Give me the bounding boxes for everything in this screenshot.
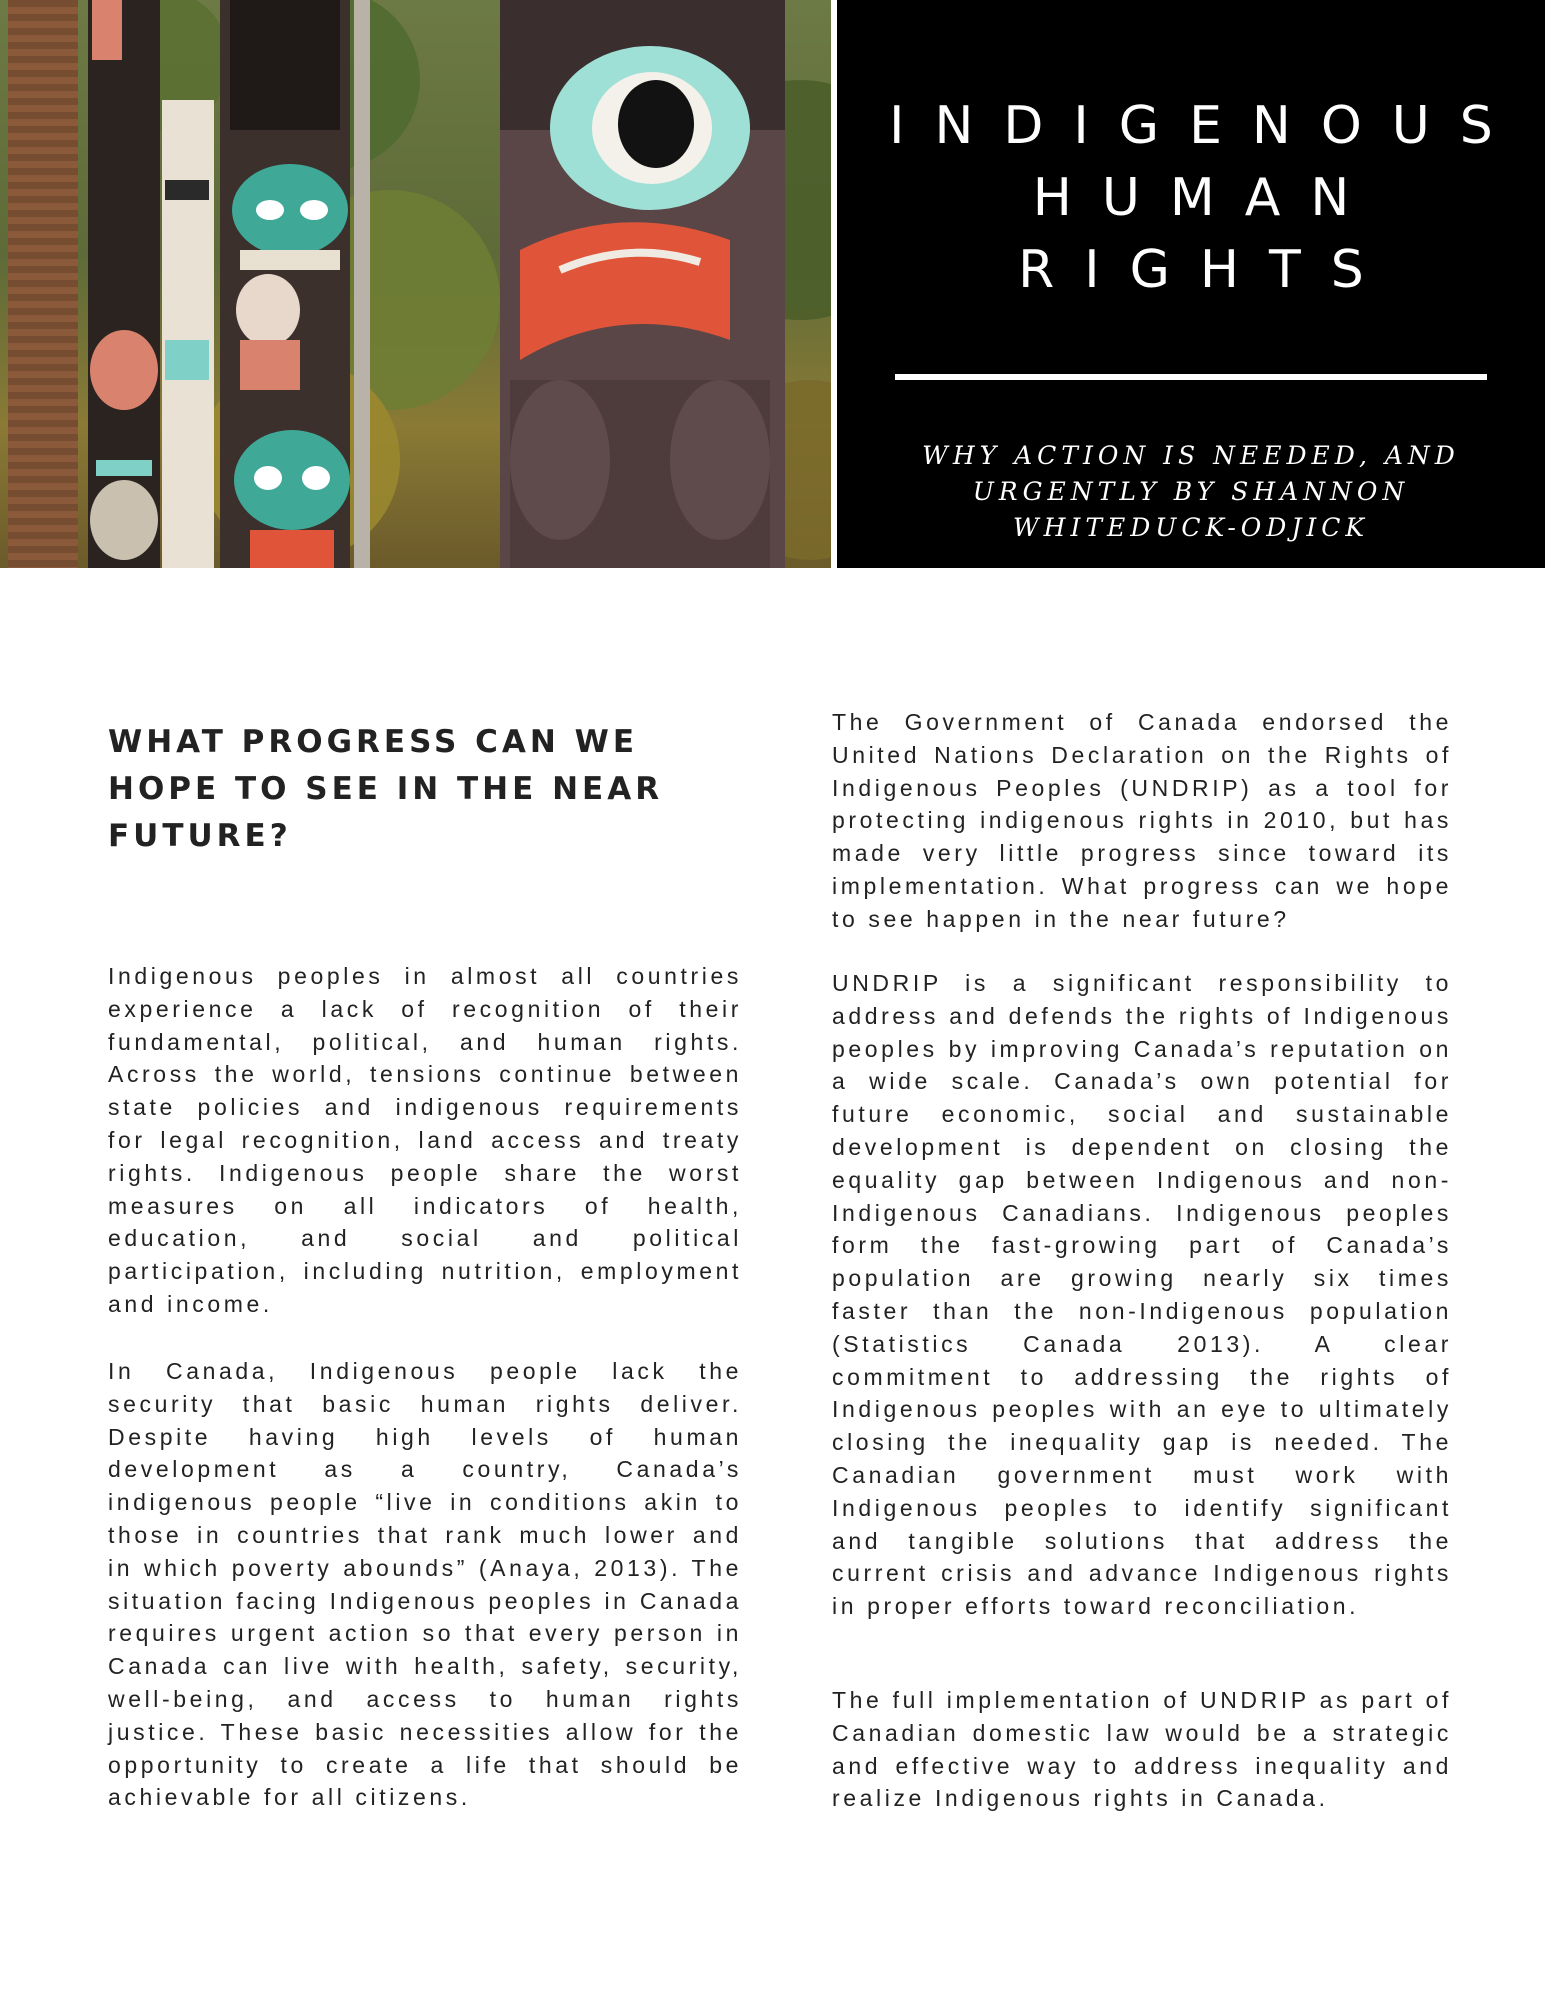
subtitle-byline: WHY ACTION IS NEEDED, AND URGENTLY BY SHANNON WHITEDUCK-ODJICK xyxy=(922,441,1460,542)
title-line-1: INDIGENOUS xyxy=(889,96,1523,156)
title-line-2: HUMAN xyxy=(1032,168,1380,228)
title-line-3: RIGHTS xyxy=(1018,240,1394,300)
totem-poles-illustration xyxy=(0,0,831,568)
left-paragraph-1: Indigenous peoples in almost all countries experience a lack of recognition of their fundamental, political, and human rights. Across the world, tensions continue between state policies and indigenous requirements for legal recognition, land access and treaty rights. Indigenous people share the worst measures on all indicators of health, education, and social and political participation, including nutrition, employment and income. xyxy=(108,963,742,1317)
totem-poles-photo xyxy=(0,0,831,568)
left-paragraph-2: In Canada, Indigenous people lack the security that basic human rights deliver. Despite having high levels of human development as a country, Canada’s indigenous people “live in conditions akin to those in countries that rank much lower and in which poverty abounds” (Anaya, 2013). The situation facing Indigenous peoples in Canada requires urgent action so that every person in Canada can live with health, safety, security, well-being, and access to human rights justice. These basic necessities allow for the opportunity to create a life that should be achievable for all citizens. xyxy=(108,1358,742,1811)
main-title xyxy=(837,90,1545,306)
right-paragraph-2: UNDRIP is a significant responsibility to address and defends the rights of Indigenous peoples by improving Canada’s reputation on a wide scale. Canada’s own potential for future economic, social and sustainable development is dependent on closing the equality gap between Indigenous and non-Indigenous Canadians. Indigenous peoples form the fast-growing part of Canada’s population are growing nearly six times faster than the non-Indigenous population (Statistics Canada 2013). A clear commitment to addressing the rights of Indigenous peoples with an eye to ultimately closing the inequality gap is needed. The Canadian government must work with Indigenous peoples to identify significant and tangible solutions that address the current crisis and advance Indigenous rights in proper efforts toward reconciliation. xyxy=(832,970,1452,1620)
right-paragraph-3: The full implementation of UNDRIP as part of Canadian domestic law would be a strategic and effective way to address inequality and realize Indigenous rights in Canada. xyxy=(832,1687,1452,1812)
hero-banner xyxy=(0,0,1545,568)
section-heading: WHAT PROGRESS CAN WE HOPE TO SEE IN THE NEAR FUTURE? xyxy=(108,724,664,854)
right-paragraph-1: The Government of Canada endorsed the United Nations Declaration on the Rights of Indigenous Peoples (UNDRIP) as a tool for protecting indigenous rights in 2010, but has made very little progress since toward its implementation. What progress can we hope to see happen in the near future? xyxy=(832,709,1452,932)
title-divider xyxy=(895,374,1487,380)
title-panel xyxy=(837,0,1545,568)
